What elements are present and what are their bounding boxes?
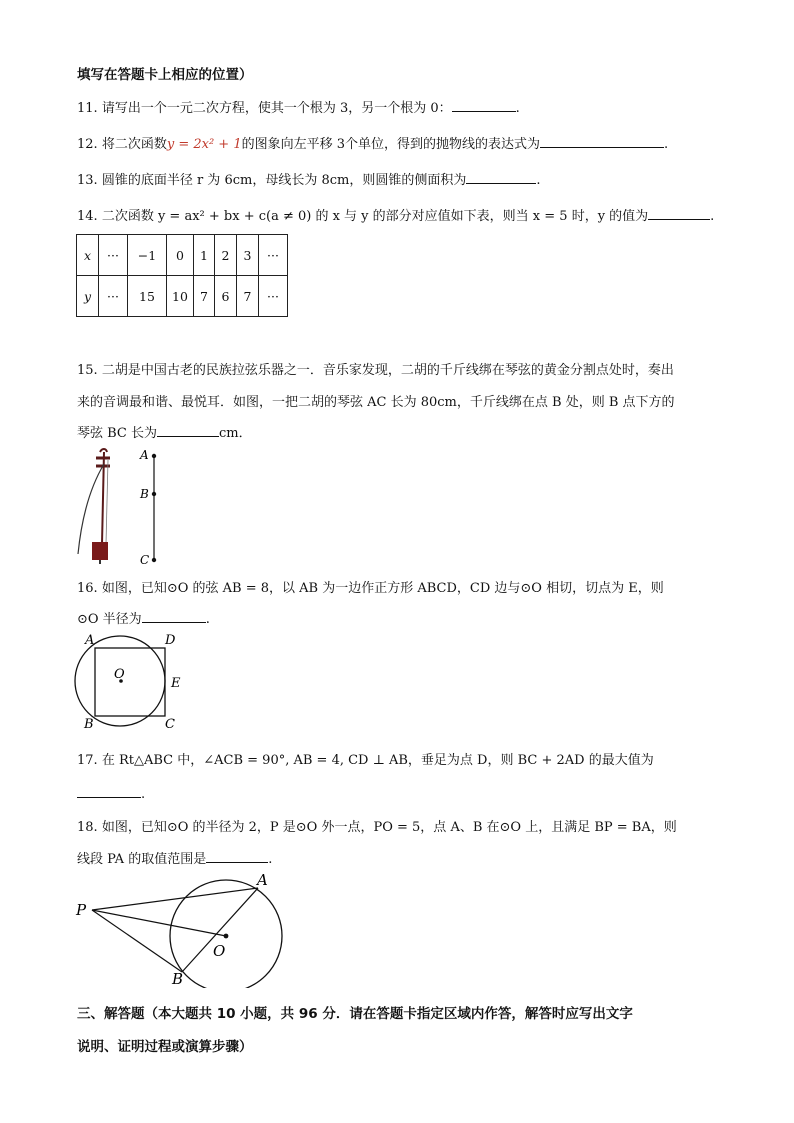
q14-text: 二次函数 y = ax² + bx + c(a ≠ 0) 的 x 与 y 的部分对应值如下表，则当 x = 5 时，y 的值为: [101, 209, 649, 224]
label-c: C: [140, 553, 150, 567]
label-c: C: [165, 717, 175, 732]
question-16-line-1: [77, 577, 664, 596]
question-15-line-1: [77, 359, 674, 378]
table-cell: 6: [215, 276, 237, 317]
question-17-line-1: [77, 749, 654, 768]
erhu-figure: [70, 444, 170, 570]
q14-end: .: [710, 209, 715, 224]
q17-answer-blank[interactable]: [77, 785, 141, 798]
q17-line2-end: .: [141, 787, 146, 802]
q11-number: 11.: [77, 101, 98, 116]
table-cell: ···: [99, 235, 128, 276]
q12-post: 的图象向左平移 3个单位，得到的抛物线的表达式为: [241, 137, 540, 152]
q18-line1: 如图，已知⊙O 的半径为 2，P 是⊙O 外一点，PO = 5，点 A、B 在⊙O 上，且满足 BP = BA，则: [101, 820, 677, 835]
q13-end: .: [536, 173, 541, 188]
q18-line2-end: .: [268, 852, 273, 867]
q16-line2-pre: ⊙O 半径为: [77, 612, 142, 627]
q12-formula: y = 2x² + 1: [166, 137, 242, 152]
table-cell: −1: [128, 235, 167, 276]
q16-line2-end: .: [205, 612, 210, 627]
q14-number: 14.: [77, 209, 98, 224]
question-11: [77, 97, 520, 116]
table-cell: 7: [237, 276, 259, 317]
q12-number: 12.: [77, 137, 98, 152]
table-cell: y: [77, 276, 99, 317]
label-e: E: [171, 676, 181, 691]
q18-answer-blank[interactable]: [206, 850, 268, 863]
question-14: [77, 205, 714, 224]
table-row: [77, 276, 288, 317]
segment-pa: [92, 888, 258, 910]
table-cell: ···: [259, 235, 288, 276]
section-3-heading-line-2: 说明、证明过程或演算步骤）: [77, 1039, 253, 1055]
square-abcd: [95, 648, 165, 716]
q17-line1: 在 Rt△ABC 中，∠ACB = 90°, AB = 4, CD ⊥ AB，垂足为点 D，则 BC + 2AD 的最大值为: [101, 753, 654, 768]
table-cell: 7: [194, 276, 215, 317]
point-b: [152, 492, 156, 496]
q16-answer-blank[interactable]: [142, 610, 206, 623]
q18-line2-pre: 线段 PA 的取值范围是: [77, 852, 207, 867]
q11-end: .: [515, 101, 520, 116]
q13-text: 圆锥的底面半径 r 为 6cm，母线长为 8cm，则圆锥的侧面积为: [101, 173, 467, 188]
question-17-line-2: [77, 785, 145, 802]
section-3-heading-line-1: 三、解答题（本大题共 10 小题，共 96 分．请在答题卡指定区域内作答，解答时应写出文字: [77, 1006, 633, 1022]
q15-answer-blank[interactable]: [157, 424, 219, 437]
label-d: D: [165, 633, 176, 648]
label-o: O: [114, 667, 125, 682]
center-o: [224, 934, 229, 939]
question-15-line-3: [77, 422, 252, 441]
question-13: [77, 169, 540, 188]
point-a: [152, 454, 156, 458]
section-header-continuation: 填写在答题卡上相应的位置）: [77, 67, 253, 83]
table-cell: x: [77, 235, 99, 276]
q17-number: 17.: [77, 753, 98, 768]
q14-answer-blank[interactable]: [648, 207, 710, 220]
table-cell: 1: [194, 235, 215, 276]
q12-pre: 将二次函数: [101, 137, 167, 152]
q15-line3-pre: 琴弦 BC 长为: [77, 426, 158, 441]
label-a: A: [85, 633, 95, 648]
table-cell: 3: [237, 235, 259, 276]
label-a: A: [140, 448, 149, 462]
q15-line3-post: cm．: [219, 426, 252, 441]
q15-number: 15.: [77, 363, 98, 378]
question-16-line-2: [77, 608, 210, 627]
question-12: [77, 133, 668, 152]
table-cell: 2: [215, 235, 237, 276]
label-a: A: [257, 871, 268, 889]
q11-text: 请写出一个一元二次方程，使其一个根为 3，另一个根为 0：: [101, 101, 452, 116]
q13-number: 13.: [77, 173, 98, 188]
q11-answer-blank[interactable]: [452, 99, 516, 112]
point-c: [152, 558, 156, 562]
q18-number: 18.: [77, 820, 98, 835]
table-cell: ···: [99, 276, 128, 317]
label-b: B: [84, 717, 94, 732]
q13-answer-blank[interactable]: [466, 171, 536, 184]
segment-po: [92, 910, 226, 936]
q15-line2: 来的音调最和谐、最悦耳．如图，一把二胡的琴弦 AC 长为 80cm，千斤线绑在点 B 处，则 B 点下方的: [77, 395, 675, 410]
table-row: [77, 235, 288, 276]
table-cell: 0: [167, 235, 194, 276]
label-o: O: [213, 942, 226, 960]
table-cell: 15: [128, 276, 167, 317]
table-cell: 10: [167, 276, 194, 317]
label-p: P: [76, 901, 87, 919]
q12-answer-blank[interactable]: [540, 135, 664, 148]
q15-line1: 二胡是中国古老的民族拉弦乐器之一．音乐家发现，二胡的千斤线绑在琴弦的黄金分割点处时，奏出: [101, 363, 674, 378]
erhu-icon: [78, 449, 110, 564]
q16-line1: 如图，已知⊙O 的弦 AB = 8，以 AB 为一边作正方形 ABCD，CD 边与⊙O 相切，切点为 E，则: [101, 581, 664, 596]
table-cell: ···: [259, 276, 288, 317]
label-b: B: [140, 487, 149, 501]
q12-end: .: [664, 137, 669, 152]
value-table: [76, 234, 288, 317]
circle-pab-figure: [72, 868, 292, 988]
label-b: B: [172, 970, 184, 988]
q16-number: 16.: [77, 581, 98, 596]
question-18-line-2: [77, 848, 272, 867]
question-18-line-1: [77, 816, 677, 835]
circle-square-figure: [72, 630, 192, 734]
